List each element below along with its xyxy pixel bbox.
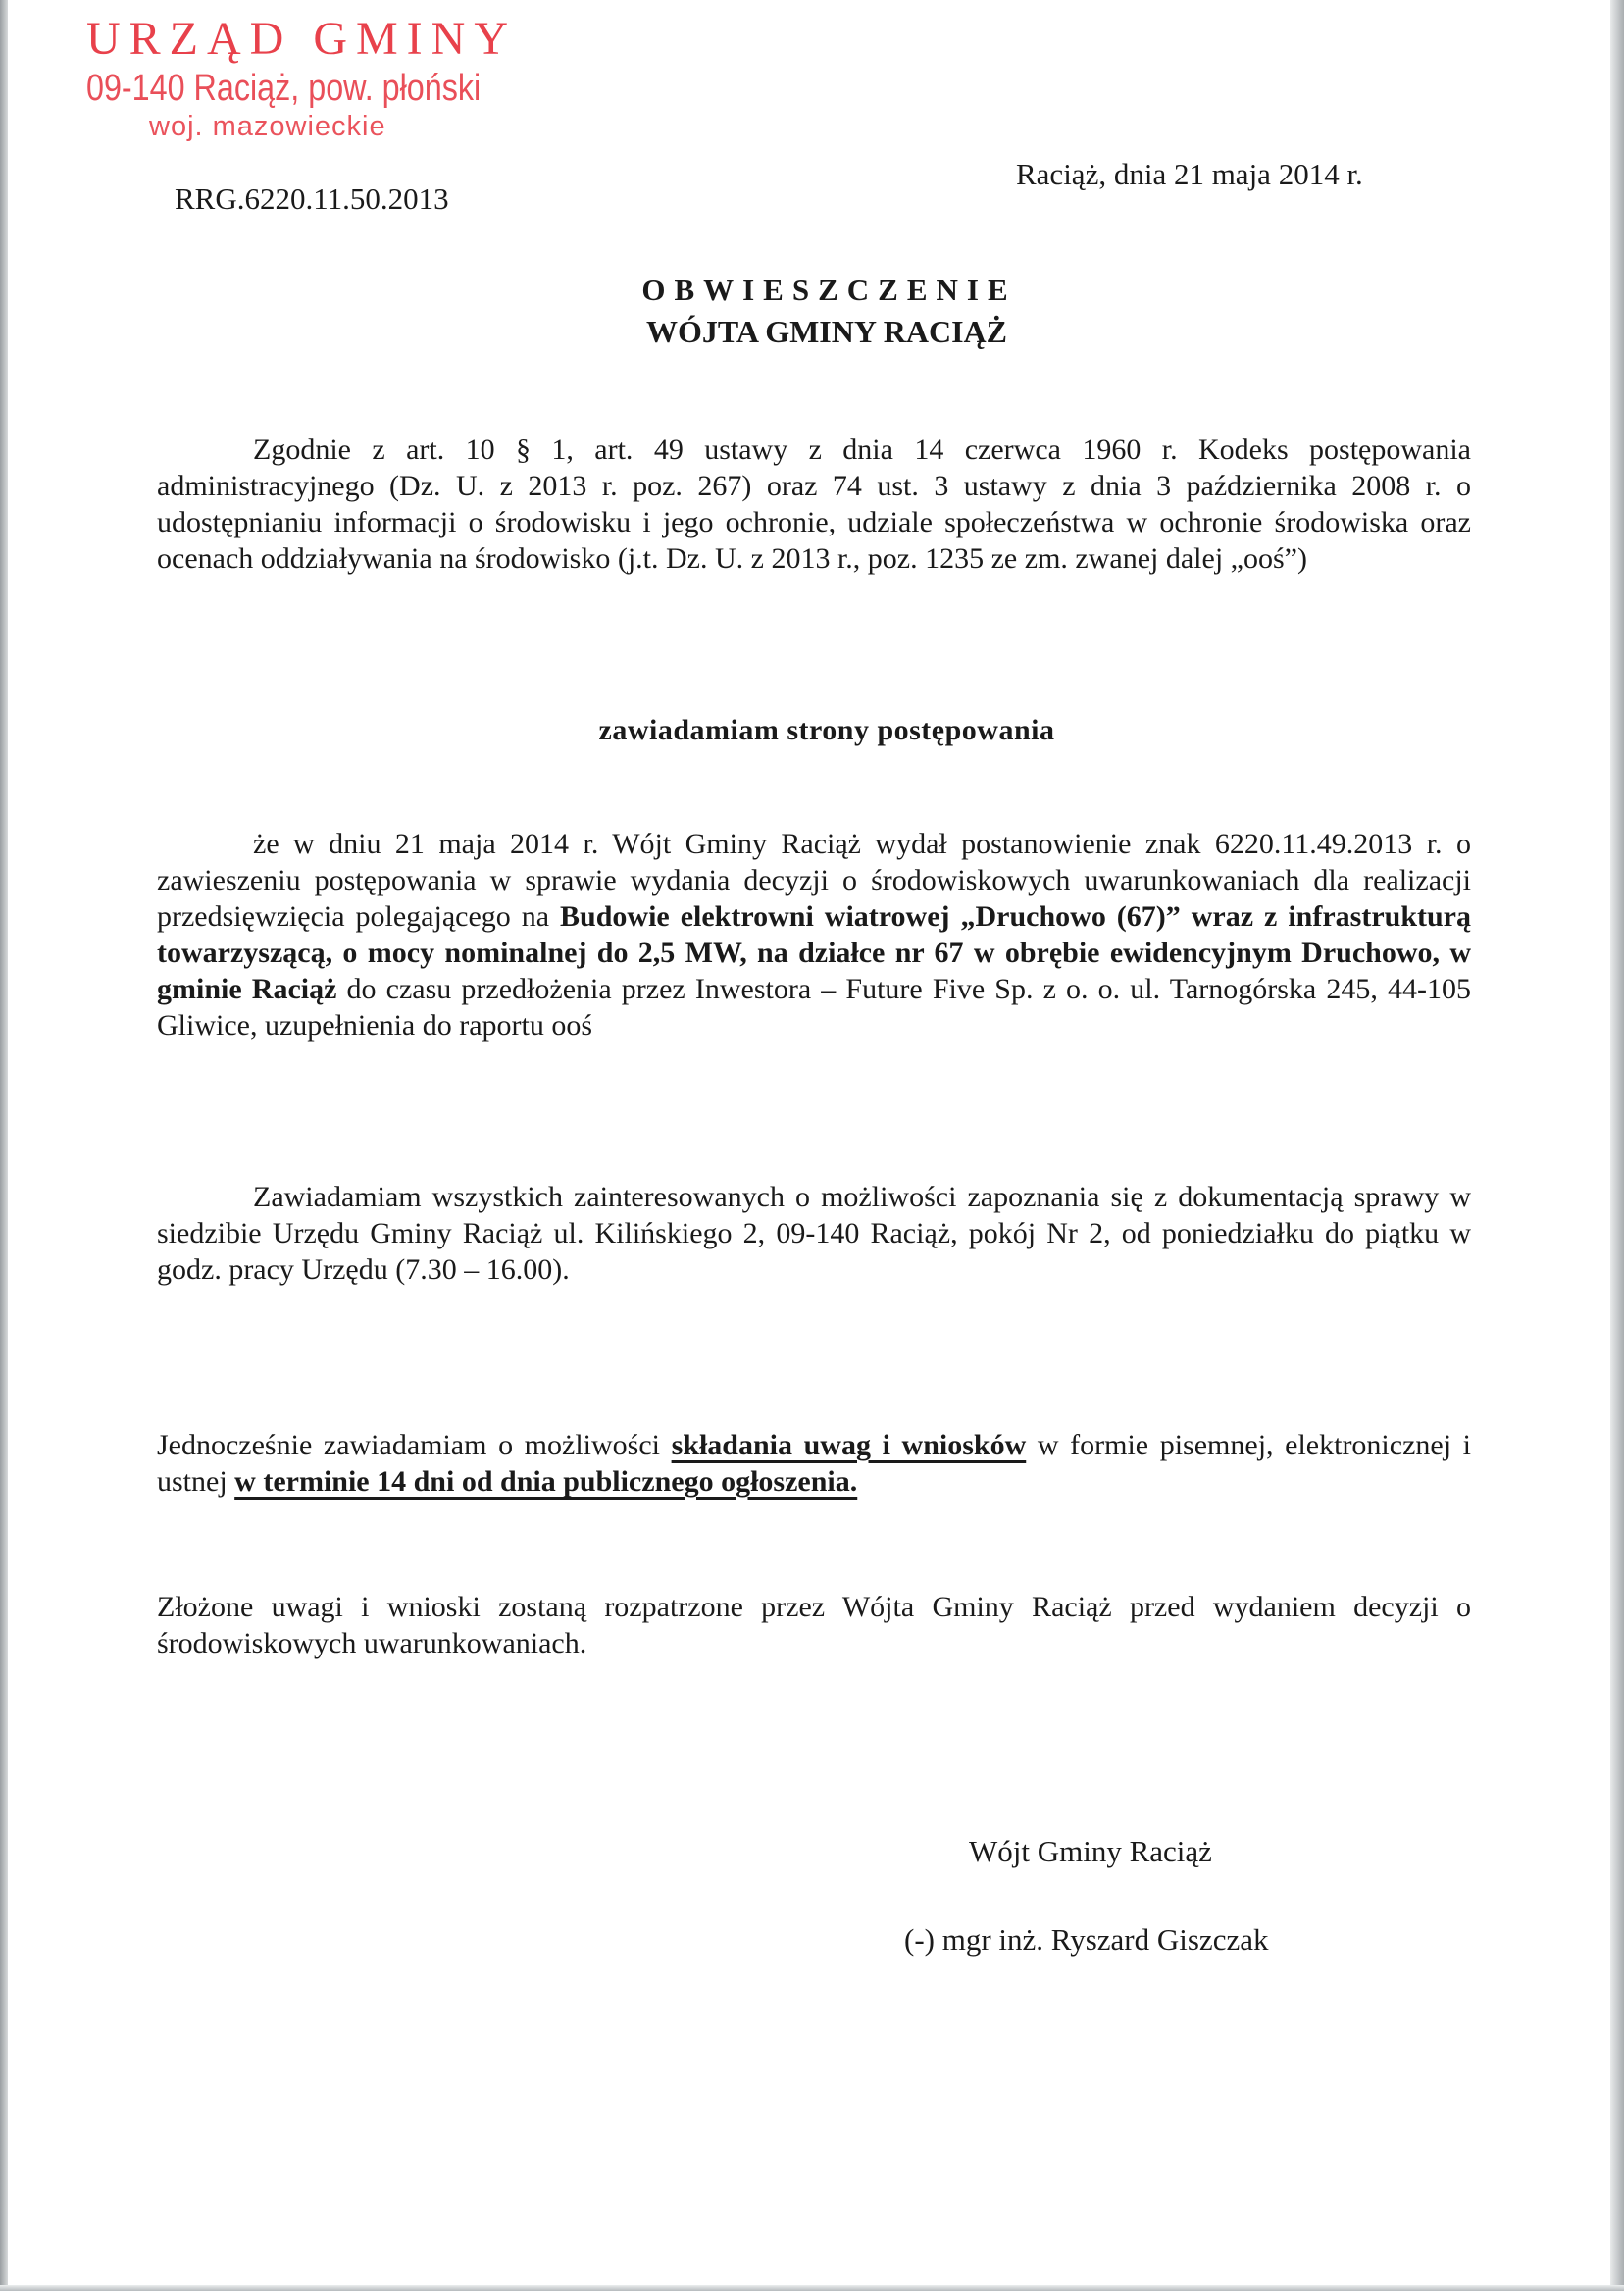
comments-underlined-1: składania uwag i wniosków [671, 1429, 1027, 1461]
comments-paragraph [157, 1427, 1471, 1500]
legal-basis-paragraph [157, 432, 1471, 577]
comments-part-2: w formie pisemnej, elektronicznej i ustnej [157, 1429, 1471, 1498]
decision-paragraph [157, 826, 1471, 1044]
reference-number: RRG.6220.11.50.2013 [175, 181, 449, 216]
comments-deadline: w terminie 14 dni od dnia publicznego ogłoszenia. [234, 1465, 858, 1498]
document-title [0, 270, 1624, 352]
title-line-1: OBWIESZCZENIE [641, 273, 1017, 307]
stamp-line-1: URZĄD GMINY [86, 13, 517, 65]
place-date: Raciąż, dnia 21 maja 2014 r. [1016, 157, 1363, 191]
documentation-access-text: Zawiadamiam wszystkich zainteresowanych o możliwości zapoznania się z dokumentacją sprawy w siedzibie Urzędu Gminy Raciąż ul. Kilińskiego 2, 09-140 Raciąż, pokój Nr 2, od poniedziałku do piątku w godz. pracy Urzędu (7.30 – 16.00). [157, 1181, 1471, 1286]
signature-role: Wójt Gminy Raciąż [969, 1834, 1212, 1868]
signature-name: (-) mgr inż. Ryszard Giszczak [904, 1922, 1269, 1957]
stamp-line-2: 09-140 Raciąż, pow. płoński [86, 68, 482, 109]
project-description: Budowie elektrowni wiatrowej „Druchowo (67)” wraz z infrastrukturą towarzyszącą, o mocy nominalnej do 2,5 MW, na działce nr 67 w obrębie ewidencyjnym Druchowo, w gminie Raciąż [157, 900, 1471, 1005]
title-line-2: WÓJTA GMINY RACIĄŻ [645, 314, 1007, 349]
documentation-access-paragraph [157, 1179, 1471, 1288]
consideration-paragraph: Złożone uwagi i wnioski zostaną rozpatrzone przez Wójta Gminy Raciąż przed wydaniem decyzji o środowiskowych uwarunkowaniach. [157, 1591, 1471, 1659]
scan-edge-bottom [0, 2285, 1624, 2291]
legal-basis-text: Zgodnie z art. 10 § 1, art. 49 ustawy z dnia 14 czerwca 1960 r. Kodeks postępowania administracyjnego (Dz. U. z 2013 r. poz. 267) oraz 74 ust. 3 ustawy z dnia 3 października 2008 r. o udostępnianiu informacji o środowisku i jego ochronie, udziale społeczeństwa w ochronie środowiska oraz ocenach oddziaływania na środowisko (j.t. Dz. U. z 2013 r., poz. 1235 ze zm. zwanej dalej „ooś”) [157, 433, 1471, 575]
comments-part-1: Jednocześnie zawiadamiam o możliwości [157, 1429, 672, 1461]
decision-rest: do czasu przedłożenia przez Inwestora – Future Five Sp. z o. o. ul. Tarnogórska 245, 44-105 Gliwice, uzupełnienia do raportu ooś [157, 973, 1471, 1042]
decision-intro: że w dniu 21 maja 2014 r. Wójt Gminy Raciąż wydał postanowienie znak 6220.11.49.2013 r. o zawieszeniu postępowania w sprawie wydania decyzji o środowiskowych uwarunkowaniach dla realizacji przedsięwzięcia polegającego na [157, 828, 1471, 933]
office-stamp [86, 12, 550, 143]
section-heading: zawiadamiam strony postępowania [598, 714, 1055, 746]
stamp-line-3: woj. mazowieckie [149, 111, 386, 142]
